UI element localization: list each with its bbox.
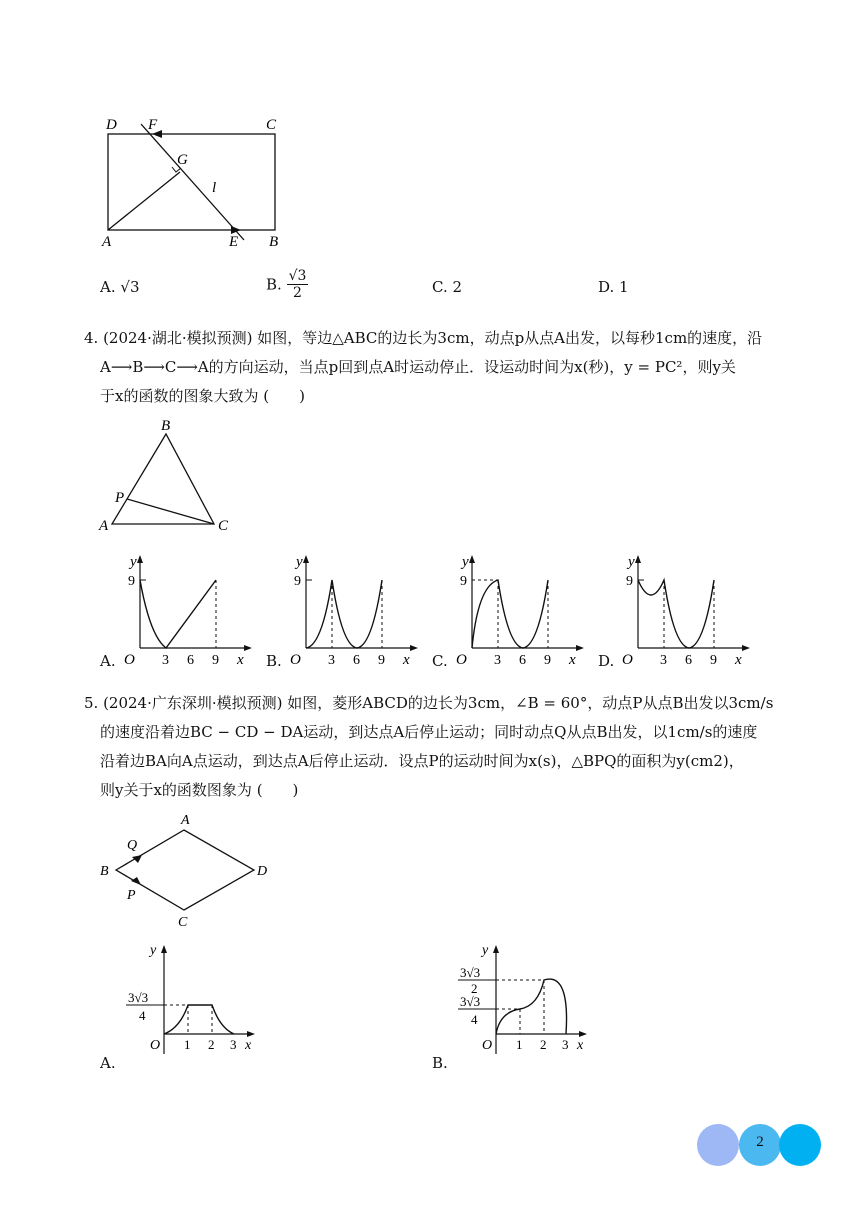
graph-c — [448, 550, 588, 668]
svg-text:9: 9 — [128, 574, 135, 589]
svg-text:O: O — [456, 652, 467, 668]
svg-text:x: x — [569, 652, 576, 668]
q4-line-2: A⟶B⟶C⟶A的方向运动，当点p回到点A时运动停止．设运动时间为x(秒)，y = PC²，则y关 — [100, 358, 736, 376]
svg-text:B: B — [100, 864, 109, 879]
svg-text:O: O — [622, 652, 633, 668]
graph-a-letter: A. — [100, 652, 116, 670]
triangle-abc — [112, 434, 214, 524]
svg-text:3√3: 3√3 — [128, 990, 149, 1005]
svg-text:2: 2 — [540, 1037, 547, 1052]
svg-text:9: 9 — [460, 574, 467, 589]
q5-graph-b-letter: B. — [432, 1054, 448, 1072]
svg-text:x: x — [577, 1038, 584, 1053]
svg-text:Q: Q — [127, 838, 138, 853]
svg-text:6: 6 — [685, 653, 692, 668]
svg-text:x: x — [237, 652, 244, 668]
footer-circle-right — [779, 1124, 821, 1166]
arrow-p — [131, 877, 141, 885]
svg-text:9: 9 — [544, 653, 551, 668]
graph-d-letter: D. — [598, 652, 615, 670]
label-e: E — [229, 234, 239, 250]
svg-text:1: 1 — [184, 1037, 191, 1052]
svg-text:y: y — [296, 554, 303, 570]
svg-text:O: O — [124, 652, 135, 668]
svg-text:3: 3 — [230, 1037, 237, 1052]
label-f: F — [148, 117, 158, 133]
svg-text:9: 9 — [378, 653, 385, 668]
label-d: D — [106, 117, 117, 133]
svg-text:y: y — [482, 943, 489, 958]
q5-graph-b — [452, 938, 597, 1060]
svg-text:y: y — [628, 554, 635, 570]
svg-text:x: x — [245, 1038, 252, 1053]
segment-pc — [127, 499, 214, 524]
label-g: G — [177, 152, 188, 168]
graph-b — [282, 550, 422, 668]
footer-circle-left — [697, 1124, 739, 1166]
svg-text:y: y — [150, 943, 157, 958]
rectangle-figure — [96, 112, 296, 252]
curve — [472, 580, 548, 648]
q5-line-1: 5. (2024·广东深圳·模拟预测) 如图，菱形ABCD的边长为3cm，∠B = 60°，动点P从点B出发以3cm/s — [84, 694, 774, 712]
svg-text:A: A — [181, 813, 190, 828]
curve — [638, 580, 714, 648]
label-b: B — [161, 418, 171, 434]
q4-line-1: 4. (2024·湖北·模拟预测) 如图，等边△ABC的边长为3cm，动点p从点A出发，以每秒1cm的速度，沿 — [84, 329, 763, 347]
svg-text:C: C — [178, 915, 188, 930]
q5-line-2: 的速度沿着边BC − CD − DA运动，到达点A后停止运动；同时动点Q从点B出发，以1cm/s的速度 — [100, 723, 758, 741]
q4-line-3: 于x的函数的图象大致为 ( ) — [100, 387, 305, 405]
label-c: C — [218, 518, 229, 534]
svg-text:9: 9 — [212, 653, 219, 668]
label-p: P — [115, 490, 125, 506]
svg-text:x: x — [403, 652, 410, 668]
svg-text:3√3: 3√3 — [460, 994, 481, 1009]
q5-graph-a — [120, 938, 265, 1060]
q5-line-3: 沿着边BA向A点运动，到达点A后停止运动．设点P的运动时间为x(s)，△BPQ的面积为y(cm2)， — [100, 752, 744, 770]
option-a: A. √3 — [100, 278, 140, 296]
rhombus-figure — [94, 808, 284, 932]
label-l: l — [212, 180, 217, 196]
svg-text:3: 3 — [328, 653, 335, 668]
triangle-figure — [96, 414, 246, 536]
svg-text:O: O — [150, 1038, 161, 1053]
svg-text:O: O — [482, 1038, 493, 1053]
svg-text:y: y — [462, 554, 469, 570]
svg-text:3: 3 — [562, 1037, 569, 1052]
graph-c-letter: C. — [432, 652, 448, 670]
option-d: D. 1 — [598, 278, 629, 296]
graph-d — [614, 550, 754, 668]
svg-text:3√3: 3√3 — [460, 965, 481, 980]
svg-text:D: D — [257, 864, 268, 879]
svg-text:6: 6 — [187, 653, 194, 668]
option-b-fraction: $\frac{√3}{2}$ — [288, 268, 307, 301]
svg-text:1: 1 — [516, 1037, 523, 1052]
svg-text:2: 2 — [471, 981, 478, 996]
segment-ag — [108, 172, 180, 230]
label-c: C — [266, 117, 277, 133]
svg-text:3: 3 — [494, 653, 501, 668]
svg-text:3: 3 — [162, 653, 169, 668]
svg-text:4: 4 — [471, 1012, 478, 1027]
curve — [164, 1005, 234, 1034]
arrow-e — [231, 226, 241, 234]
svg-text:4: 4 — [139, 1008, 146, 1023]
svg-text:9: 9 — [626, 574, 633, 589]
curve — [306, 580, 382, 648]
label-b: B — [269, 234, 279, 250]
svg-text:6: 6 — [519, 653, 526, 668]
graph-a — [116, 550, 256, 668]
page-number: 2 — [756, 1134, 764, 1150]
svg-text:P: P — [127, 888, 136, 903]
label-a: A — [102, 234, 112, 250]
line-l — [141, 124, 244, 240]
svg-text:3: 3 — [660, 653, 667, 668]
q5-line-4: 则y关于x的函数图象为 ( ) — [100, 781, 299, 799]
curve — [140, 580, 216, 648]
label-a: A — [99, 518, 109, 534]
graph-b-letter: B. — [266, 652, 282, 670]
svg-text:O: O — [290, 652, 301, 668]
svg-text:9: 9 — [294, 574, 301, 589]
svg-text:6: 6 — [353, 653, 360, 668]
svg-text:9: 9 — [710, 653, 717, 668]
svg-text:2: 2 — [208, 1037, 215, 1052]
option-a-value: √3 — [120, 278, 140, 296]
rectangle-abcd — [108, 134, 275, 230]
q5-graph-a-letter: A. — [100, 1054, 116, 1072]
svg-text:x: x — [735, 652, 742, 668]
option-b: B. $\frac{√3}{2}$ — [266, 268, 307, 301]
svg-text:y: y — [130, 554, 137, 570]
option-c: C. 2 — [432, 278, 463, 296]
curve — [496, 979, 567, 1034]
